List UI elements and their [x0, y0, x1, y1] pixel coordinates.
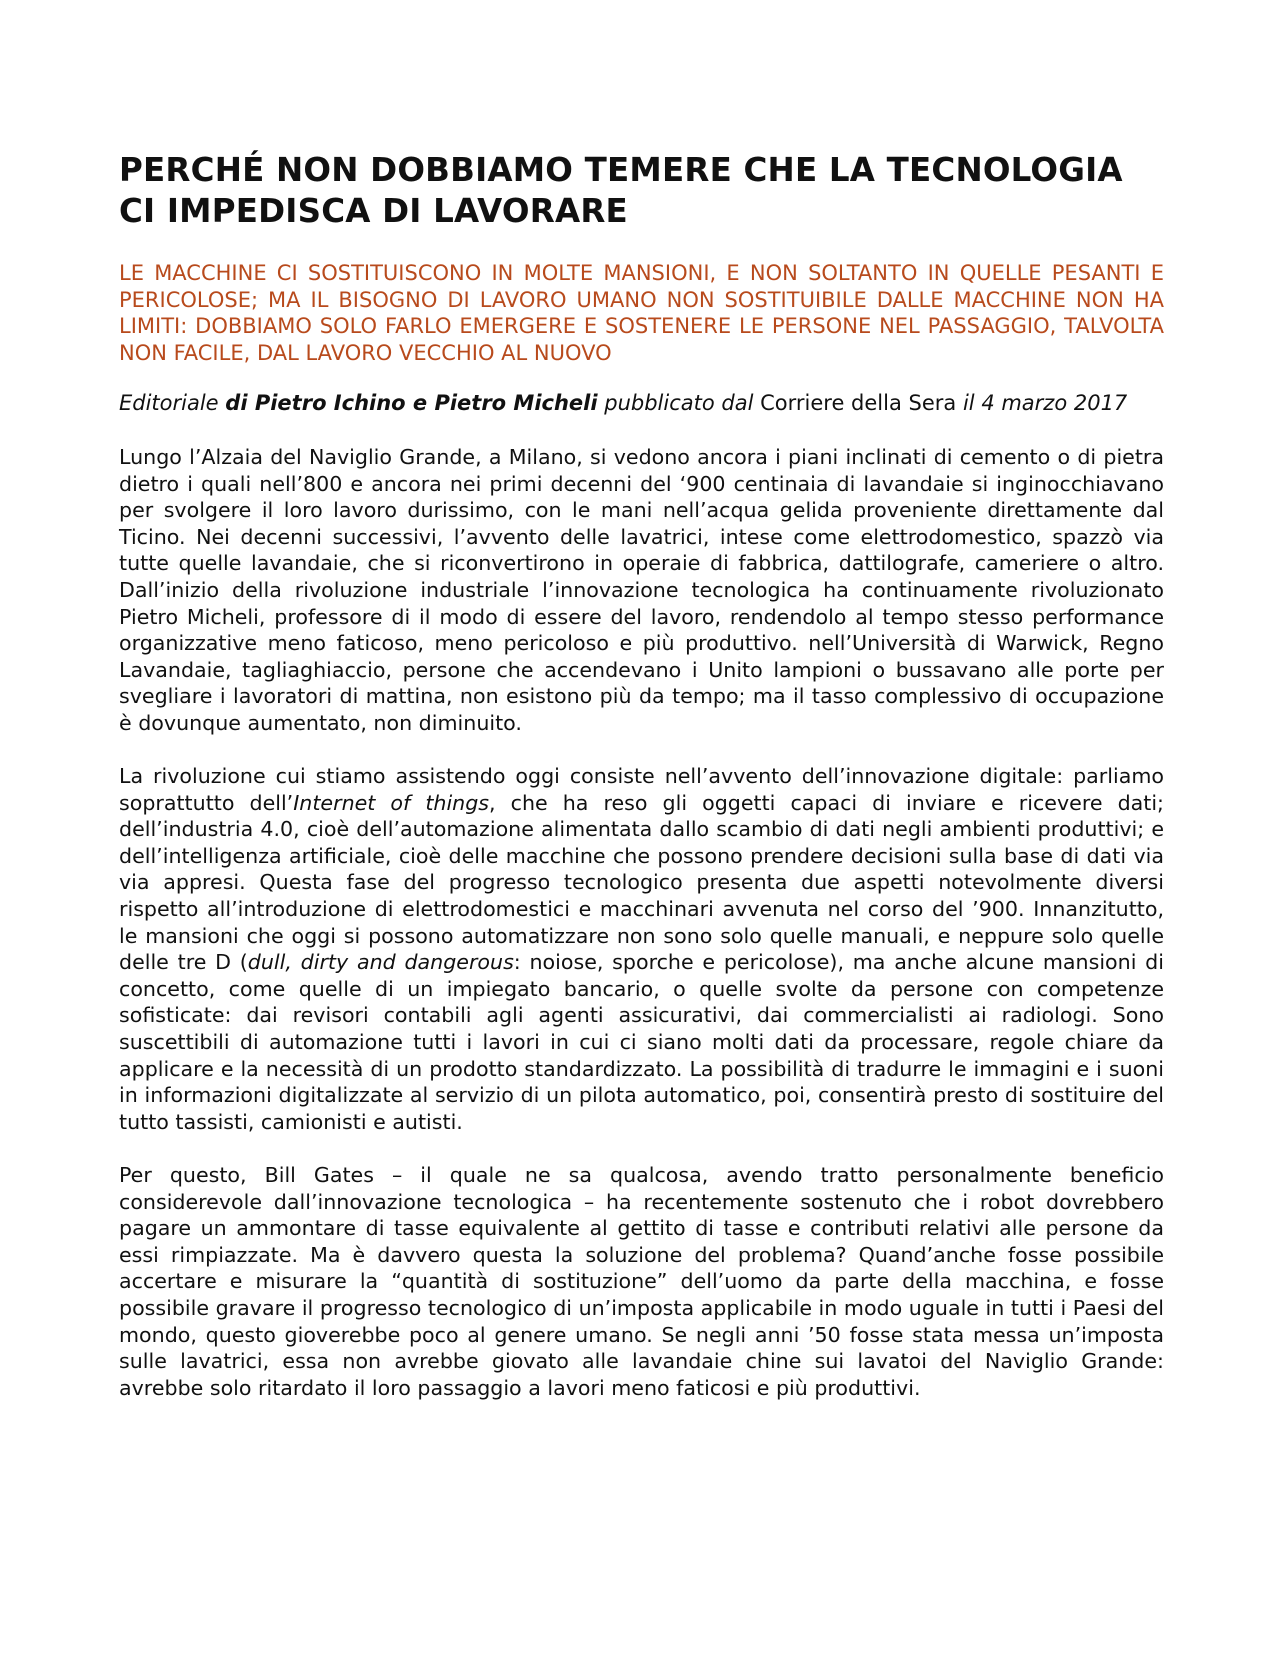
paragraph-2-part-b: , che ha reso gli oggetti capaci di inviare e ricevere dati; dell’industria 4.0, cioè dell’automazione alimentata dallo scambio di dati negli ambienti produttivi; e dell’intelligenza artificiale, cioè delle macchine che possono prendere decisioni sulla base di dati via via appresi. Questa fase del progresso tecnologico presenta due aspetti notevolmente diversi rispetto all’introduzione di elettrodomestici e macchinari avvenuta nel corso del ’900. Innanzitutto, le mansioni che oggi si possono automatizzare non sono solo quelle manuali, e neppure solo quelle delle tre D (: [119, 790, 1164, 975]
paragraph-2-internet-of-things: Internet of things: [293, 790, 490, 815]
body-paragraph-3: Per questo, Bill Gates – il quale ne sa qualcosa, avendo tratto personalmente beneficio considerevole dall’innovazione tecnologica – ha recentemente sostenuto che i robot dovrebbero pagare un ammontare di tasse equivalente al gettito di tasse e contributi relativi alle persone da essi rimpiazzate. Ma è davvero questa la soluzione del problema? Quand’anche fosse possibile accertare e misurare la “quantità di sostituzione” dell’uomo da parte della macchina, e fosse possibile gravare il progresso tecnologico di un’imposta applicabile in modo uguale in tutti i Paesi del mondo, questo gioverebbe poco al genere umano. Se negli anni ’50 fosse stata messa un’imposta sulle lavatrici, essa non avrebbe giovato alle lavandaie chine sui lavatoi del Naviglio Grande: avrebbe solo ritardato il loro passaggio a lavori meno faticosi e più produttivi.: [119, 1163, 1164, 1400]
article-body: [119, 444, 1164, 1401]
body-paragraph-2: [119, 763, 1164, 1135]
paragraph-2-three-d: dull, dirty and dangerous: [247, 950, 514, 975]
article-byline: [119, 390, 1164, 417]
byline-authors: di Pietro Ichino e Pietro Micheli: [225, 391, 598, 416]
byline-pubblicato: pubblicato dal: [604, 391, 754, 416]
byline-editoriale: Editoriale: [119, 391, 219, 416]
body-paragraph-1: Lungo l’Alzaia del Naviglio Grande, a Milano, si vedono ancora i piani inclinati di cemento o di pietra dietro i quali nell’800 e ancora nei primi decenni del ‘900 centinaia di lavandaie si inginocchiavano per svolgere il loro lavoro durissimo, con le mani nell’acqua gelida proveniente direttamente dal Ticino. Nei decenni successivi, l’avvento delle lavatrici, intese come elettrodomestico, spazzò via tutte quelle lavandaie, che si riconvertirono in operaie di fabbrica, dattilografe, cameriere o altro. Dall’inizio della rivoluzione industriale l’innovazione tecnologica ha continuamente rivoluzionato Pietro Micheli, professore di il modo di essere del lavoro, rendendolo al tempo stesso performance organizzative meno faticoso, meno pericoloso e più produttivo. nell’Università di Warwick, Regno Lavandaie, tagliaghiaccio, persone che accendevano i Unito lampioni o bussavano alle porte per svegliare i lavoratori di mattina, non esistono più da tempo; ma il tasso complessivo di occupazione è dovunque aumentato, non diminuito.: [119, 444, 1164, 735]
article-subtitle: LE MACCHINE CI SOSTITUISCONO IN MOLTE MANSIONI, E NON SOLTANTO IN QUELLE PESANTI E PERICOLOSE; MA IL BISOGNO DI LAVORO UMANO NON SOSTITUIBILE DALLE MACCHINE NON HA LIMITI: DOBBIAMO SOLO FARLO EMERGERE E SOSTENERE LE PERSONE NEL PASSAGGIO, TALVOLTA NON FACILE, DAL LAVORO VECCHIO AL NUOVO: [119, 261, 1164, 365]
document-page: [119, 150, 1164, 1401]
article-title-line-2: CI IMPEDISCA DI LAVORARE: [119, 192, 628, 230]
article-title: [119, 150, 1164, 232]
paragraph-2-part-c: : noiose, sporche e pericolose), ma anche alcune mansioni di concetto, come quelle di un impiegato bancario, o quelle svolte da persone con competenze sofisticate: dai revisori contabili agli agenti assicurativi, dai commercialisti ai radiologi. Sono suscettibili di automazione tutti i lavori in cui ci siano molti dati da processare, regole chiare da applicare e la necessità di un prodotto standardizzato. La possibilità di tradurre le immagini e i suoni in informazioni digitalizzate al servizio di un pilota automatico, poi, consentirà presto di sostituire del tutto tassisti, camionisti e autisti.: [119, 950, 1164, 1134]
byline-date: il 4 marzo 2017: [962, 391, 1128, 416]
paragraph-2-part-a: La rivoluzione cui stiamo assistendo oggi consiste nell’avvento dell’innovazione digitale: parliamo soprattutto dell’: [119, 764, 1164, 815]
article-title-line-1: PERCHÉ NON DOBBIAMO TEMERE CHE LA TECNOLOGIA: [119, 151, 1123, 189]
byline-newspaper: Corriere della Sera: [760, 391, 957, 416]
